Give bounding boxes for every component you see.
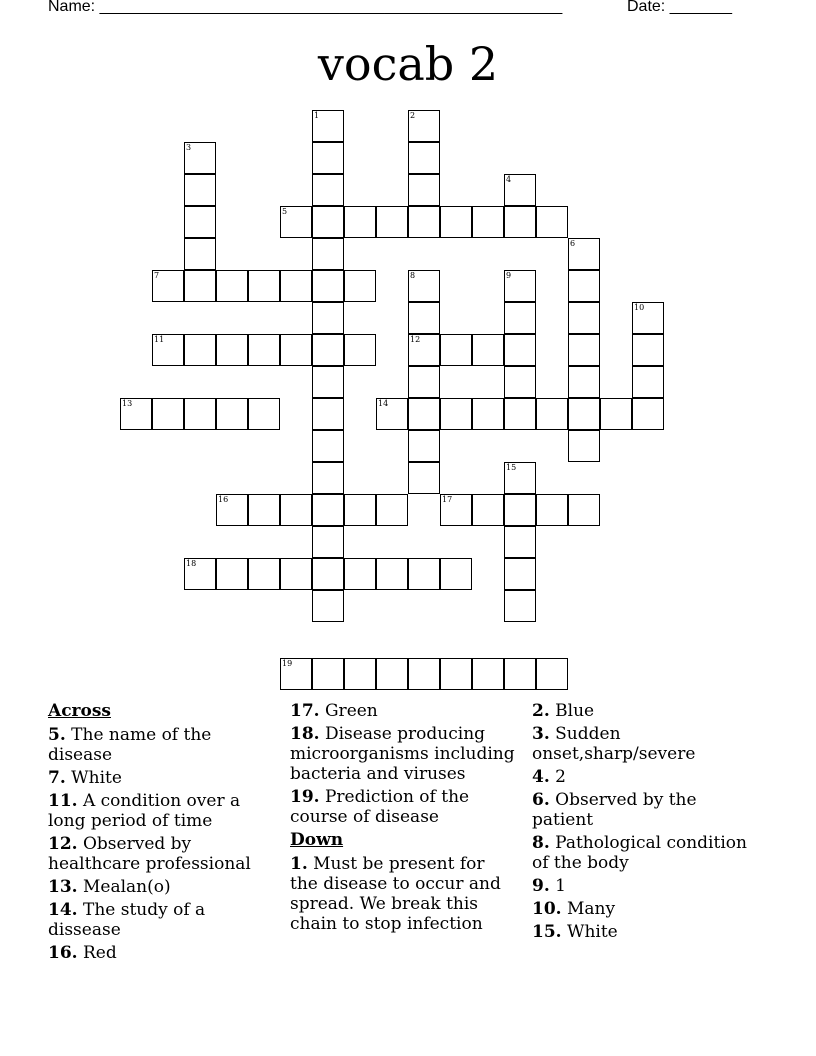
crossword-cell[interactable] — [280, 334, 312, 366]
crossword-cell[interactable] — [376, 494, 408, 526]
clue-number: 2. — [532, 701, 550, 721]
crossword-cell[interactable] — [632, 302, 664, 334]
clue-text: Red — [77, 943, 117, 963]
cell-number: 5 — [282, 207, 288, 216]
crossword-cell[interactable] — [248, 398, 280, 430]
crossword-cell[interactable] — [376, 558, 408, 590]
clue-text: 1 — [549, 876, 566, 896]
clue-number: 18. — [290, 724, 320, 744]
crossword-cell[interactable] — [312, 142, 344, 174]
clue-item — [532, 790, 757, 830]
crossword-cell[interactable] — [152, 334, 184, 366]
crossword-cell[interactable] — [376, 658, 408, 690]
crossword-cell[interactable] — [184, 334, 216, 366]
crossword-cell[interactable] — [408, 462, 440, 494]
clue-number: 9. — [532, 876, 550, 896]
crossword-cell[interactable] — [312, 270, 344, 302]
clue-number: 16. — [48, 943, 78, 963]
crossword-cell[interactable] — [472, 206, 504, 238]
clue-number: 4. — [532, 767, 550, 787]
crossword-cell[interactable] — [504, 398, 536, 430]
crossword-cell[interactable] — [504, 366, 536, 398]
crossword-cell[interactable] — [632, 398, 664, 430]
crossword-cell[interactable] — [408, 430, 440, 462]
name-field-label: Name: ____________________________________________________ — [48, 0, 563, 15]
crossword-cell[interactable] — [152, 270, 184, 302]
across-heading: Across — [48, 701, 111, 721]
crossword-cell[interactable] — [504, 174, 536, 206]
clues-column-2 — [290, 701, 515, 937]
crossword-cell[interactable] — [312, 558, 344, 590]
clue-text: Green — [319, 701, 378, 721]
crossword-cell[interactable] — [408, 558, 440, 590]
clue-text: Observed by the patient — [532, 790, 697, 830]
crossword-cell[interactable] — [120, 398, 152, 430]
clue-number: 19. — [290, 787, 320, 807]
crossword-cell[interactable] — [568, 270, 600, 302]
clue-text: Sudden onset,sharp/severe — [532, 724, 696, 764]
clues-column-3 — [532, 701, 757, 945]
crossword-cell[interactable] — [312, 590, 344, 622]
cell-number: 12 — [410, 335, 421, 344]
cell-number: 14 — [378, 399, 389, 408]
clue-item — [532, 922, 757, 942]
crossword-cell[interactable] — [312, 398, 344, 430]
crossword-cell[interactable] — [408, 658, 440, 690]
crossword-cell[interactable] — [504, 462, 536, 494]
clue-number: 14. — [48, 900, 78, 920]
crossword-cell[interactable] — [344, 334, 376, 366]
crossword-cell[interactable] — [184, 270, 216, 302]
clue-number: 10. — [532, 899, 562, 919]
crossword-cell[interactable] — [472, 334, 504, 366]
crossword-cell[interactable] — [536, 398, 568, 430]
cell-number: 18 — [186, 559, 197, 568]
crossword-cell[interactable] — [504, 590, 536, 622]
crossword-cell[interactable] — [632, 334, 664, 366]
clue-text: Disease producing microorganisms including bacteria and viruses — [290, 724, 515, 784]
clue-number: 3. — [532, 724, 550, 744]
cell-number: 10 — [634, 303, 645, 312]
clue-text: 2 — [549, 767, 566, 787]
clue-item — [532, 767, 757, 787]
clue-text: Many — [561, 899, 616, 919]
clue-number: 13. — [48, 877, 78, 897]
crossword-cell[interactable] — [472, 398, 504, 430]
crossword-cell[interactable] — [312, 174, 344, 206]
clue-text: Mealan(o) — [77, 877, 171, 897]
crossword-cell[interactable] — [184, 558, 216, 590]
clue-text: White — [561, 922, 618, 942]
crossword-cell[interactable] — [440, 206, 472, 238]
crossword-cell[interactable] — [280, 206, 312, 238]
crossword-cell[interactable] — [312, 526, 344, 558]
cell-number: 1 — [314, 111, 320, 120]
crossword-cell[interactable] — [568, 238, 600, 270]
crossword-cell[interactable] — [312, 494, 344, 526]
crossword-cell[interactable] — [280, 558, 312, 590]
crossword-cell[interactable] — [536, 658, 568, 690]
clue-item — [48, 900, 273, 940]
crossword-cell[interactable] — [408, 302, 440, 334]
crossword-cell[interactable] — [248, 558, 280, 590]
clue-number: 8. — [532, 833, 550, 853]
clue-item — [532, 876, 757, 896]
crossword-cell[interactable] — [312, 110, 344, 142]
cell-number: 6 — [570, 239, 576, 248]
clue-item — [532, 833, 757, 873]
cell-number: 2 — [410, 111, 416, 120]
crossword-cell[interactable] — [504, 302, 536, 334]
crossword-cell[interactable] — [632, 366, 664, 398]
clue-item — [290, 701, 515, 721]
clue-text: Observed by healthcare professional — [48, 834, 251, 874]
crossword-cell[interactable] — [184, 174, 216, 206]
clues-column-1 — [48, 701, 273, 966]
cell-number: 8 — [410, 271, 416, 280]
crossword-cell[interactable] — [312, 462, 344, 494]
crossword-cell[interactable] — [312, 238, 344, 270]
down-heading: Down — [290, 830, 344, 850]
clue-text: Must be present for the disease to occur and spread. We break this chain to stop infection — [290, 854, 501, 934]
crossword-cell[interactable] — [248, 334, 280, 366]
crossword-cell[interactable] — [568, 302, 600, 334]
clue-item — [290, 724, 515, 784]
clue-number: 7. — [48, 768, 66, 788]
crossword-cell[interactable] — [280, 270, 312, 302]
crossword-cell[interactable] — [312, 430, 344, 462]
crossword-cell[interactable] — [312, 206, 344, 238]
crossword-cell[interactable] — [312, 658, 344, 690]
crossword-cell[interactable] — [216, 334, 248, 366]
cell-number: 13 — [122, 399, 133, 408]
clue-text: White — [65, 768, 122, 788]
clue-number: 5. — [48, 725, 66, 745]
crossword-cell[interactable] — [472, 658, 504, 690]
crossword-cell[interactable] — [408, 270, 440, 302]
clue-text: A condition over a long period of time — [48, 791, 241, 831]
crossword-cell[interactable] — [344, 558, 376, 590]
crossword-cell[interactable] — [280, 494, 312, 526]
crossword-cell[interactable] — [504, 558, 536, 590]
clue-item — [290, 787, 515, 827]
crossword-cell[interactable] — [568, 398, 600, 430]
crossword-cell[interactable] — [408, 110, 440, 142]
clue-item — [48, 943, 273, 963]
crossword-cell[interactable] — [504, 526, 536, 558]
cell-number: 16 — [218, 495, 229, 504]
crossword-cell[interactable] — [216, 494, 248, 526]
crossword-cell[interactable] — [216, 558, 248, 590]
cell-number: 3 — [186, 143, 192, 152]
clue-number: 11. — [48, 791, 78, 811]
crossword-cell[interactable] — [408, 206, 440, 238]
cell-number: 7 — [154, 271, 160, 280]
crossword-cell[interactable] — [536, 494, 568, 526]
crossword-cell[interactable] — [440, 398, 472, 430]
crossword-cell[interactable] — [504, 270, 536, 302]
crossword-cell[interactable] — [568, 430, 600, 462]
clue-text: Prediction of the course of disease — [290, 787, 470, 827]
across-clue-list — [48, 725, 273, 963]
crossword-cell[interactable] — [408, 366, 440, 398]
clue-number: 15. — [532, 922, 562, 942]
crossword-cell[interactable] — [248, 494, 280, 526]
crossword-cell[interactable] — [184, 142, 216, 174]
clue-item — [48, 725, 273, 765]
crossword-cell[interactable] — [216, 398, 248, 430]
crossword-cell[interactable] — [568, 366, 600, 398]
cell-number: 17 — [442, 495, 453, 504]
crossword-cell[interactable] — [248, 270, 280, 302]
crossword-cell[interactable] — [184, 206, 216, 238]
page-title: vocab 2 — [317, 37, 499, 91]
crossword-cell[interactable] — [440, 334, 472, 366]
crossword-cell[interactable] — [408, 334, 440, 366]
clue-item — [532, 724, 757, 764]
crossword-cell[interactable] — [376, 206, 408, 238]
crossword-cell[interactable] — [408, 174, 440, 206]
crossword-cell[interactable] — [216, 270, 248, 302]
clue-item — [532, 899, 757, 919]
clue-number: 1. — [290, 854, 308, 874]
crossword-cell[interactable] — [440, 658, 472, 690]
crossword-cell[interactable] — [568, 334, 600, 366]
cell-number: 11 — [154, 335, 165, 344]
crossword-cell[interactable] — [344, 206, 376, 238]
down-clue-list — [290, 854, 515, 934]
across-clue-list-continued — [290, 701, 515, 827]
crossword-cell[interactable] — [408, 142, 440, 174]
crossword-cell[interactable] — [568, 494, 600, 526]
cell-number: 19 — [282, 659, 293, 668]
clue-item — [48, 834, 273, 874]
crossword-cell[interactable] — [184, 398, 216, 430]
crossword-cell[interactable] — [184, 238, 216, 270]
crossword-cell[interactable] — [376, 398, 408, 430]
clue-item — [532, 701, 757, 721]
crossword-cell[interactable] — [344, 658, 376, 690]
crossword-cell[interactable] — [536, 206, 568, 238]
crossword-cell[interactable] — [344, 270, 376, 302]
crossword-cell[interactable] — [312, 366, 344, 398]
crossword-cell[interactable] — [504, 334, 536, 366]
clue-number: 17. — [290, 701, 320, 721]
cell-number: 9 — [506, 271, 512, 280]
crossword-cell[interactable] — [440, 494, 472, 526]
crossword-cell[interactable] — [312, 302, 344, 334]
clue-text: Pathological condition of the body — [532, 833, 747, 873]
crossword-cell[interactable] — [504, 658, 536, 690]
clue-number: 12. — [48, 834, 78, 854]
crossword-cell[interactable] — [440, 558, 472, 590]
clue-item — [48, 768, 273, 788]
clue-item — [48, 791, 273, 831]
clue-text: Blue — [549, 701, 595, 721]
crossword-cell[interactable] — [280, 658, 312, 690]
crossword-cell[interactable] — [312, 334, 344, 366]
crossword-cell[interactable] — [504, 206, 536, 238]
clue-text: The name of the disease — [48, 725, 212, 765]
clue-number: 6. — [532, 790, 550, 810]
crossword-cell[interactable] — [600, 398, 632, 430]
crossword-cell[interactable] — [408, 398, 440, 430]
cell-number: 15 — [506, 463, 517, 472]
cell-number: 4 — [506, 175, 512, 184]
down-clue-list-continued — [532, 701, 757, 942]
date-field-label: Date: _______ — [627, 0, 732, 15]
clue-text: The study of a dissease — [48, 900, 206, 940]
clue-item — [290, 854, 515, 934]
crossword-cell[interactable] — [472, 494, 504, 526]
crossword-cell[interactable] — [344, 494, 376, 526]
crossword-cell[interactable] — [152, 398, 184, 430]
crossword-cell[interactable] — [504, 494, 536, 526]
clue-item — [48, 877, 273, 897]
